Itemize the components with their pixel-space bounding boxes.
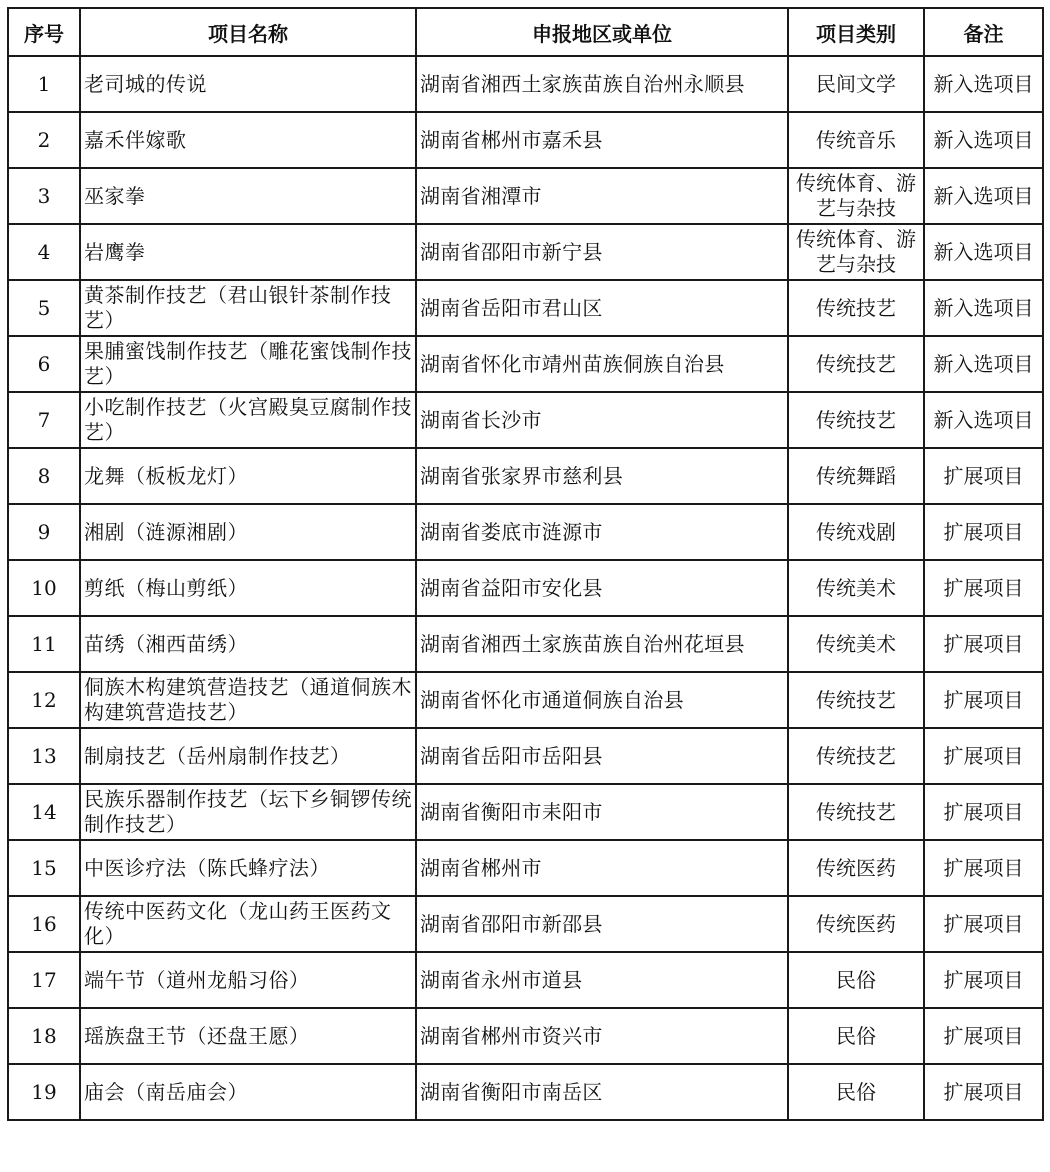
cell-region: 湖南省益阳市安化县 [416,560,788,616]
cell-category: 传统舞蹈 [788,448,924,504]
cell-remark: 扩展项目 [924,672,1043,728]
cell-remark: 新入选项目 [924,56,1043,112]
cell-project-name: 黄茶制作技艺（君山银针茶制作技艺） [80,280,416,336]
table-row [8,560,1043,616]
cell-category: 传统医药 [788,896,924,952]
cell-region: 湖南省衡阳市南岳区 [416,1064,788,1120]
header-category: 项目类别 [788,8,924,56]
cell-remark: 扩展项目 [924,728,1043,784]
cell-remark: 新入选项目 [924,392,1043,448]
cell-project-name: 小吃制作技艺（火宫殿臭豆腐制作技艺） [80,392,416,448]
cell-remark: 新入选项目 [924,112,1043,168]
project-table [7,7,1044,1121]
cell-no: 7 [8,392,80,448]
cell-no: 9 [8,504,80,560]
header-row [8,8,1043,56]
cell-project-name: 龙舞（板板龙灯） [80,448,416,504]
header-remark: 备注 [924,8,1043,56]
cell-project-name: 巫家拳 [80,168,416,224]
table-row [8,168,1043,224]
cell-region: 湖南省湘潭市 [416,168,788,224]
cell-region: 湖南省湘西土家族苗族自治州永顺县 [416,56,788,112]
cell-remark: 扩展项目 [924,560,1043,616]
table-body [8,56,1043,1120]
cell-remark: 新入选项目 [924,168,1043,224]
table-row [8,952,1043,1008]
header-no: 序号 [8,8,80,56]
cell-no: 13 [8,728,80,784]
cell-category: 传统美术 [788,616,924,672]
cell-no: 4 [8,224,80,280]
cell-region: 湖南省张家界市慈利县 [416,448,788,504]
cell-no: 15 [8,840,80,896]
cell-project-name: 瑶族盘王节（还盘王愿） [80,1008,416,1064]
cell-no: 12 [8,672,80,728]
table-header [8,8,1043,56]
cell-region: 湖南省长沙市 [416,392,788,448]
table-row [8,504,1043,560]
cell-region: 湖南省怀化市通道侗族自治县 [416,672,788,728]
cell-region: 湖南省永州市道县 [416,952,788,1008]
cell-project-name: 苗绣（湘西苗绣） [80,616,416,672]
cell-project-name: 嘉禾伴嫁歌 [80,112,416,168]
cell-remark: 扩展项目 [924,952,1043,1008]
cell-remark: 新入选项目 [924,224,1043,280]
table-row [8,616,1043,672]
cell-remark: 扩展项目 [924,784,1043,840]
cell-project-name: 制扇技艺（岳州扇制作技艺） [80,728,416,784]
table-row [8,1008,1043,1064]
cell-project-name: 民族乐器制作技艺（坛下乡铜锣传统制作技艺） [80,784,416,840]
heritage-project-list [7,7,1042,1121]
cell-no: 18 [8,1008,80,1064]
cell-category: 传统技艺 [788,784,924,840]
cell-region: 湖南省郴州市资兴市 [416,1008,788,1064]
cell-region: 湖南省岳阳市岳阳县 [416,728,788,784]
cell-region: 湖南省怀化市靖州苗族侗族自治县 [416,336,788,392]
cell-remark: 扩展项目 [924,840,1043,896]
cell-no: 3 [8,168,80,224]
cell-project-name: 果脯蜜饯制作技艺（雕花蜜饯制作技艺） [80,336,416,392]
table-row [8,1064,1043,1120]
header-project-name: 项目名称 [80,8,416,56]
cell-region: 湖南省湘西土家族苗族自治州花垣县 [416,616,788,672]
table-row [8,280,1043,336]
cell-remark: 扩展项目 [924,896,1043,952]
table-row [8,896,1043,952]
cell-region: 湖南省郴州市 [416,840,788,896]
cell-no: 6 [8,336,80,392]
cell-category: 传统技艺 [788,392,924,448]
cell-no: 11 [8,616,80,672]
cell-no: 14 [8,784,80,840]
cell-category: 传统体育、游艺与杂技 [788,224,924,280]
cell-region: 湖南省郴州市嘉禾县 [416,112,788,168]
cell-category: 传统技艺 [788,336,924,392]
table-row [8,728,1043,784]
cell-no: 8 [8,448,80,504]
table-row [8,672,1043,728]
cell-project-name: 湘剧（涟源湘剧） [80,504,416,560]
cell-category: 民俗 [788,952,924,1008]
cell-category: 民间文学 [788,56,924,112]
cell-no: 1 [8,56,80,112]
cell-region: 湖南省邵阳市新邵县 [416,896,788,952]
cell-category: 传统体育、游艺与杂技 [788,168,924,224]
cell-project-name: 剪纸（梅山剪纸） [80,560,416,616]
cell-no: 2 [8,112,80,168]
cell-category: 民俗 [788,1064,924,1120]
cell-remark: 扩展项目 [924,448,1043,504]
cell-remark: 新入选项目 [924,336,1043,392]
cell-remark: 新入选项目 [924,280,1043,336]
cell-category: 传统技艺 [788,280,924,336]
table-row [8,112,1043,168]
cell-category: 传统技艺 [788,672,924,728]
cell-project-name: 端午节（道州龙船习俗） [80,952,416,1008]
cell-no: 17 [8,952,80,1008]
header-region: 申报地区或单位 [416,8,788,56]
cell-category: 传统技艺 [788,728,924,784]
cell-category: 传统音乐 [788,112,924,168]
cell-region: 湖南省岳阳市君山区 [416,280,788,336]
cell-project-name: 岩鹰拳 [80,224,416,280]
table-row [8,840,1043,896]
cell-category: 传统医药 [788,840,924,896]
table-row [8,336,1043,392]
cell-no: 16 [8,896,80,952]
cell-project-name: 侗族木构建筑营造技艺（通道侗族木构建筑营造技艺） [80,672,416,728]
cell-remark: 扩展项目 [924,1008,1043,1064]
table-row [8,392,1043,448]
cell-no: 19 [8,1064,80,1120]
cell-category: 传统美术 [788,560,924,616]
table-row [8,448,1043,504]
cell-remark: 扩展项目 [924,616,1043,672]
table-row [8,784,1043,840]
cell-region: 湖南省邵阳市新宁县 [416,224,788,280]
cell-region: 湖南省娄底市涟源市 [416,504,788,560]
table-row [8,56,1043,112]
cell-no: 10 [8,560,80,616]
table-row [8,224,1043,280]
cell-remark: 扩展项目 [924,1064,1043,1120]
cell-project-name: 老司城的传说 [80,56,416,112]
cell-region: 湖南省衡阳市耒阳市 [416,784,788,840]
cell-category: 民俗 [788,1008,924,1064]
cell-category: 传统戏剧 [788,504,924,560]
cell-project-name: 庙会（南岳庙会） [80,1064,416,1120]
cell-no: 5 [8,280,80,336]
cell-project-name: 中医诊疗法（陈氏蜂疗法） [80,840,416,896]
cell-remark: 扩展项目 [924,504,1043,560]
cell-project-name: 传统中医药文化（龙山药王医药文化） [80,896,416,952]
